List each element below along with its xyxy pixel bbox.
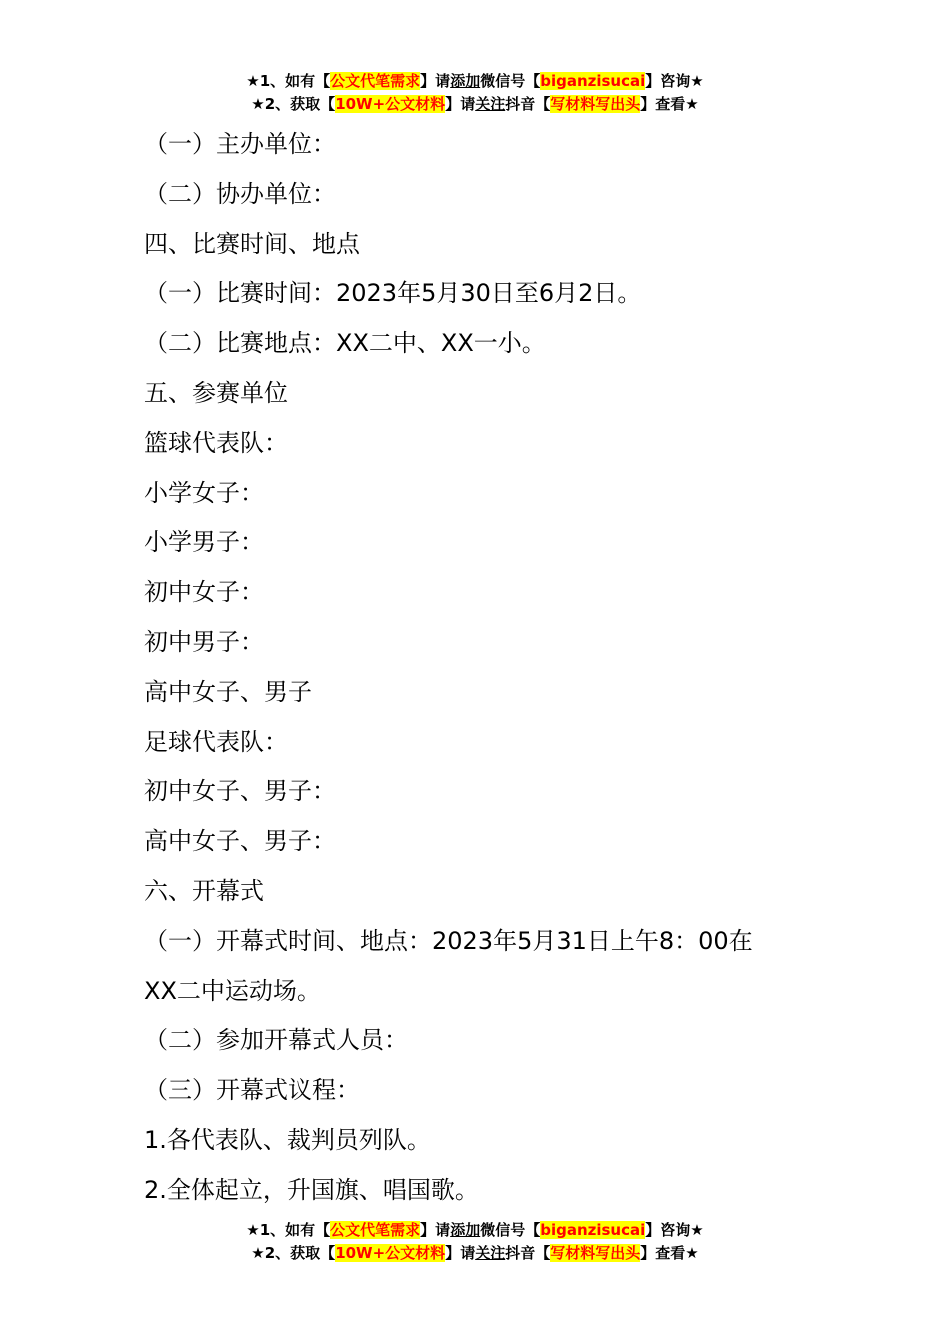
banner-text: 】请 bbox=[445, 95, 476, 113]
banner-text: 】查看★ bbox=[640, 1244, 699, 1262]
underlined-text: 关注 bbox=[475, 1244, 506, 1262]
paragraph: 小学男子： bbox=[144, 528, 264, 557]
paragraph: 高中女子、男子 bbox=[144, 677, 312, 706]
banner-text: ★2、获取【 bbox=[251, 95, 336, 113]
highlight-text: 公文代笔需求 bbox=[330, 1221, 421, 1239]
paragraph: 2.全体起立，升国旗、唱国歌。 bbox=[144, 1175, 479, 1204]
section-heading: 五、参赛单位 bbox=[144, 378, 288, 407]
highlight-text: 写材料写出头 bbox=[550, 95, 641, 113]
paragraph: （一）比赛时间：2023年5月30日至6月2日。 bbox=[144, 279, 642, 308]
underlined-text: 关注 bbox=[475, 95, 506, 113]
paragraph: 1.各代表队、裁判员列队。 bbox=[144, 1125, 431, 1154]
banner-line-2 bbox=[0, 93, 950, 116]
banner-line-1 bbox=[0, 1219, 950, 1242]
banner-text: ★2、获取【 bbox=[251, 1244, 336, 1262]
paragraph: 初中女子、男子： bbox=[144, 777, 336, 806]
section-heading: 六、开幕式 bbox=[144, 876, 264, 905]
banner-text: 】请 bbox=[420, 1221, 451, 1239]
paragraph: 篮球代表队： bbox=[144, 428, 288, 457]
section-heading: 四、比赛时间、地点 bbox=[144, 229, 360, 258]
banner-text: 抖音【 bbox=[505, 95, 551, 113]
highlight-text: biganzisucai bbox=[540, 1221, 646, 1239]
paragraph: （二）比赛地点：XX二中、XX一小。 bbox=[144, 329, 546, 358]
document-body bbox=[144, 120, 814, 1216]
underlined-text: 添加 bbox=[450, 72, 481, 90]
paragraph: （二）参加开幕式人员： bbox=[144, 1026, 408, 1055]
banner-line-2 bbox=[0, 1242, 950, 1265]
banner-text: 】请 bbox=[445, 1244, 476, 1262]
paragraph: （二）协办单位： bbox=[144, 179, 336, 208]
highlight-text: 写材料写出头 bbox=[550, 1244, 641, 1262]
paragraph: 足球代表队： bbox=[144, 727, 288, 756]
header-banner bbox=[0, 70, 950, 116]
highlight-text: biganzisucai bbox=[540, 72, 646, 90]
paragraph: （一）开幕式时间、地点：2023年5月31日上午8：00在 bbox=[144, 926, 753, 955]
banner-text: ★1、如有【 bbox=[246, 1221, 331, 1239]
highlight-text: 10W+公文材料 bbox=[335, 1244, 446, 1262]
banner-line-1 bbox=[0, 70, 950, 93]
paragraph: XX二中运动场。 bbox=[144, 976, 321, 1005]
underlined-text: 添加 bbox=[450, 1221, 481, 1239]
banner-text: 微信号【 bbox=[480, 72, 541, 90]
paragraph: （一）主办单位： bbox=[144, 130, 336, 158]
banner-text: 】请 bbox=[420, 72, 451, 90]
banner-text: 】查看★ bbox=[640, 95, 699, 113]
paragraph: （三）开幕式议程： bbox=[144, 1076, 360, 1105]
banner-text: 微信号【 bbox=[480, 1221, 541, 1239]
paragraph: 高中女子、男子： bbox=[144, 827, 336, 856]
paragraph: 小学女子： bbox=[144, 478, 264, 507]
paragraph: 初中女子： bbox=[144, 578, 264, 607]
banner-text: 抖音【 bbox=[505, 1244, 551, 1262]
footer-banner bbox=[0, 1219, 950, 1265]
highlight-text: 公文代笔需求 bbox=[330, 72, 421, 90]
banner-text: 】咨询★ bbox=[645, 1221, 704, 1239]
banner-text: 】咨询★ bbox=[645, 72, 704, 90]
highlight-text: 10W+公文材料 bbox=[335, 95, 446, 113]
banner-text: ★1、如有【 bbox=[246, 72, 331, 90]
paragraph: 初中男子： bbox=[144, 627, 264, 656]
